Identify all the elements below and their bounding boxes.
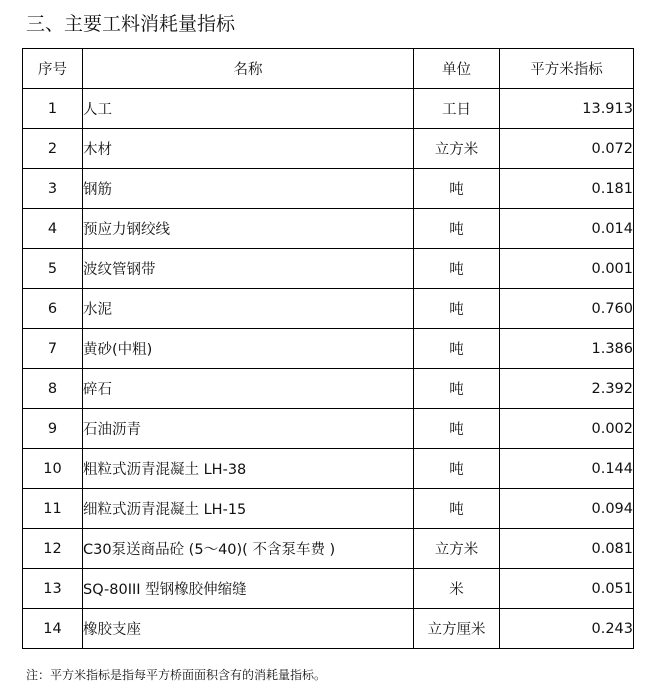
row-per-square-meter-value: 1.386 [500, 329, 634, 369]
row-per-square-meter-value: 0.002 [500, 409, 634, 449]
header-name: 名称 [83, 49, 414, 89]
material-consumption-table [22, 48, 634, 649]
row-serial-number: 6 [23, 289, 83, 329]
table-row [23, 249, 634, 289]
table-row [23, 409, 634, 449]
row-per-square-meter-value: 0.094 [500, 489, 634, 529]
row-material-name: 钢筋 [83, 169, 414, 209]
table-header-row [23, 49, 634, 89]
row-per-square-meter-value: 0.243 [500, 609, 634, 649]
row-material-name: 人工 [83, 89, 414, 129]
table-row [23, 89, 634, 129]
row-unit: 吨 [414, 489, 500, 529]
row-serial-number: 10 [23, 449, 83, 489]
row-serial-number: 13 [23, 569, 83, 609]
row-serial-number: 1 [23, 89, 83, 129]
header-serial-number: 序号 [23, 49, 83, 89]
row-per-square-meter-value: 2.392 [500, 369, 634, 409]
row-unit: 吨 [414, 369, 500, 409]
row-per-square-meter-value: 0.081 [500, 529, 634, 569]
row-material-name: 橡胶支座 [83, 609, 414, 649]
table-body [23, 89, 634, 649]
table-row [23, 489, 634, 529]
table-row [23, 329, 634, 369]
table-row [23, 209, 634, 249]
row-serial-number: 3 [23, 169, 83, 209]
row-unit: 吨 [414, 289, 500, 329]
row-unit: 工日 [414, 89, 500, 129]
row-material-name: 波纹管钢带 [83, 249, 414, 289]
row-per-square-meter-value: 0.001 [500, 249, 634, 289]
table-row [23, 609, 634, 649]
header-per-square-meter: 平方米指标 [500, 49, 634, 89]
row-per-square-meter-value: 0.051 [500, 569, 634, 609]
row-per-square-meter-value: 0.014 [500, 209, 634, 249]
row-serial-number: 9 [23, 409, 83, 449]
section-title: 三、主要工料消耗量指标 [26, 13, 236, 35]
row-material-name: 石油沥青 [83, 409, 414, 449]
row-material-name: 碎石 [83, 369, 414, 409]
row-unit: 立方米 [414, 529, 500, 569]
row-material-name: 预应力钢绞线 [83, 209, 414, 249]
row-material-name: 木材 [83, 129, 414, 169]
table-row [23, 569, 634, 609]
row-serial-number: 12 [23, 529, 83, 569]
row-per-square-meter-value: 0.072 [500, 129, 634, 169]
row-unit: 米 [414, 569, 500, 609]
row-unit: 吨 [414, 249, 500, 289]
row-unit: 吨 [414, 409, 500, 449]
row-unit: 吨 [414, 169, 500, 209]
row-material-name: 细粒式沥青混凝土 LH-15 [83, 489, 414, 529]
row-material-name: C30泵送商品砼 (5～40)( 不含泵车费 ) [83, 529, 414, 569]
row-per-square-meter-value: 13.913 [500, 89, 634, 129]
row-serial-number: 14 [23, 609, 83, 649]
row-unit: 立方厘米 [414, 609, 500, 649]
row-material-name: 粗粒式沥青混凝土 LH-38 [83, 449, 414, 489]
table-row [23, 129, 634, 169]
row-serial-number: 7 [23, 329, 83, 369]
header-unit: 单位 [414, 49, 500, 89]
row-serial-number: 4 [23, 209, 83, 249]
row-serial-number: 8 [23, 369, 83, 409]
row-unit: 吨 [414, 449, 500, 489]
row-serial-number: 5 [23, 249, 83, 289]
row-per-square-meter-value: 0.760 [500, 289, 634, 329]
row-unit: 吨 [414, 329, 500, 369]
table-row [23, 169, 634, 209]
row-material-name: 水泥 [83, 289, 414, 329]
row-unit: 立方米 [414, 129, 500, 169]
table-row [23, 449, 634, 489]
table-row [23, 369, 634, 409]
row-serial-number: 2 [23, 129, 83, 169]
row-unit: 吨 [414, 209, 500, 249]
row-per-square-meter-value: 0.181 [500, 169, 634, 209]
table-row [23, 289, 634, 329]
table-row [23, 529, 634, 569]
row-material-name: SQ-80III 型钢橡胶伸缩缝 [83, 569, 414, 609]
footnote: 注：平方米指标是指每平方桥面面积含有的消耗量指标。 [26, 668, 327, 682]
row-serial-number: 11 [23, 489, 83, 529]
row-per-square-meter-value: 0.144 [500, 449, 634, 489]
row-material-name: 黄砂(中粗) [83, 329, 414, 369]
